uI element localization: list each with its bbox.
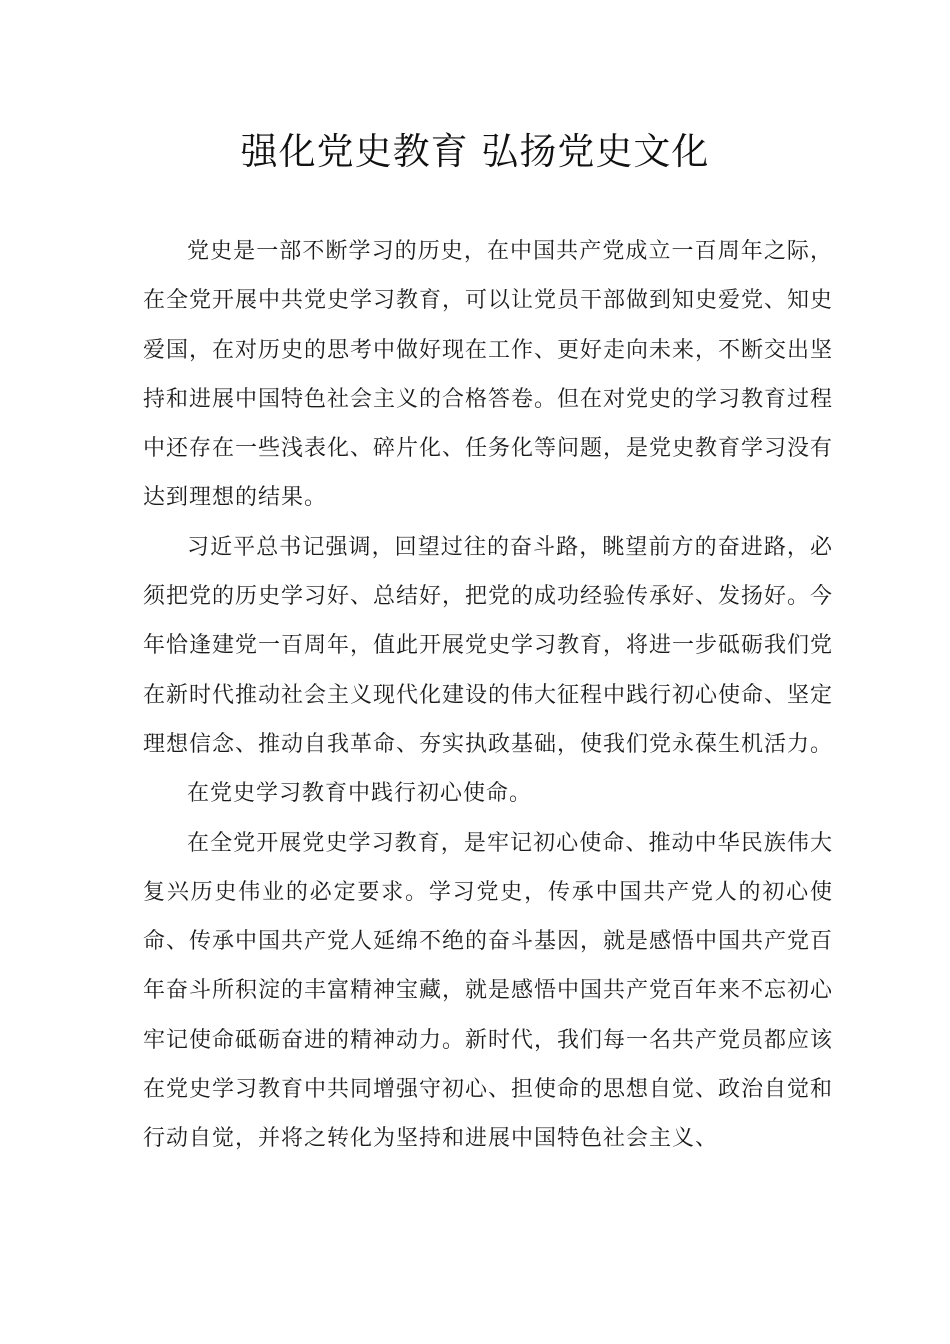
paragraph-subheading: 在党史学习教育中践行初心使命。	[187, 781, 533, 807]
document-body	[143, 227, 833, 1164]
paragraph-intro: 党史是一部不断学习的历史，在中国共产党成立一百周年之际，在全党开展中共党史学习教育，可以让党员干部做到知史爱党、知史爱国，在对历史的思考中做好现在工作、更好走向未来，不断交出坚持和进展中国特色社会主义的合格答卷。但在对党史的学习教育过程中还存在一些浅表化、碎片化、任务化等问题，是党史教育学习没有达到理想的结果。	[143, 239, 834, 511]
document-title: 强化党史教育 弘扬党史文化	[240, 130, 710, 173]
paragraph-mission: 在全党开展党史学习教育，是牢记初心使命、推动中华民族伟大复兴历史伟业的必定要求。学习党史，传承中国共产党人的初心使命、传承中国共产党人延绵不绝的奋斗基因，就是感悟中国共产党百年奋斗所积淀的丰富精神宝藏，就是感悟中国共产党百年来不忘初心牢记使命砥砺奋进的精神动力。新时代，我们每一名共产党员都应该在党史学习教育中共同增强守初心、担使命的思想自觉、政治自觉和行动自觉，并将之转化为坚持和进展中国特色社会主义、	[143, 830, 834, 1152]
paragraph-xi-emphasis: 习近平总书记强调，回望过往的奋斗路，眺望前方的奋进路，必须把党的历史学习好、总结好，把党的成功经验传承好、发扬好。今年恰逢建党一百周年，值此开展党史学习教育，将进一步砥砺我们党在新时代推动社会主义现代化建设的伟大征程中践行初心使命、坚定理想信念、推动自我革命、夯实执政基础，使我们党永葆生机活力。	[143, 534, 834, 757]
